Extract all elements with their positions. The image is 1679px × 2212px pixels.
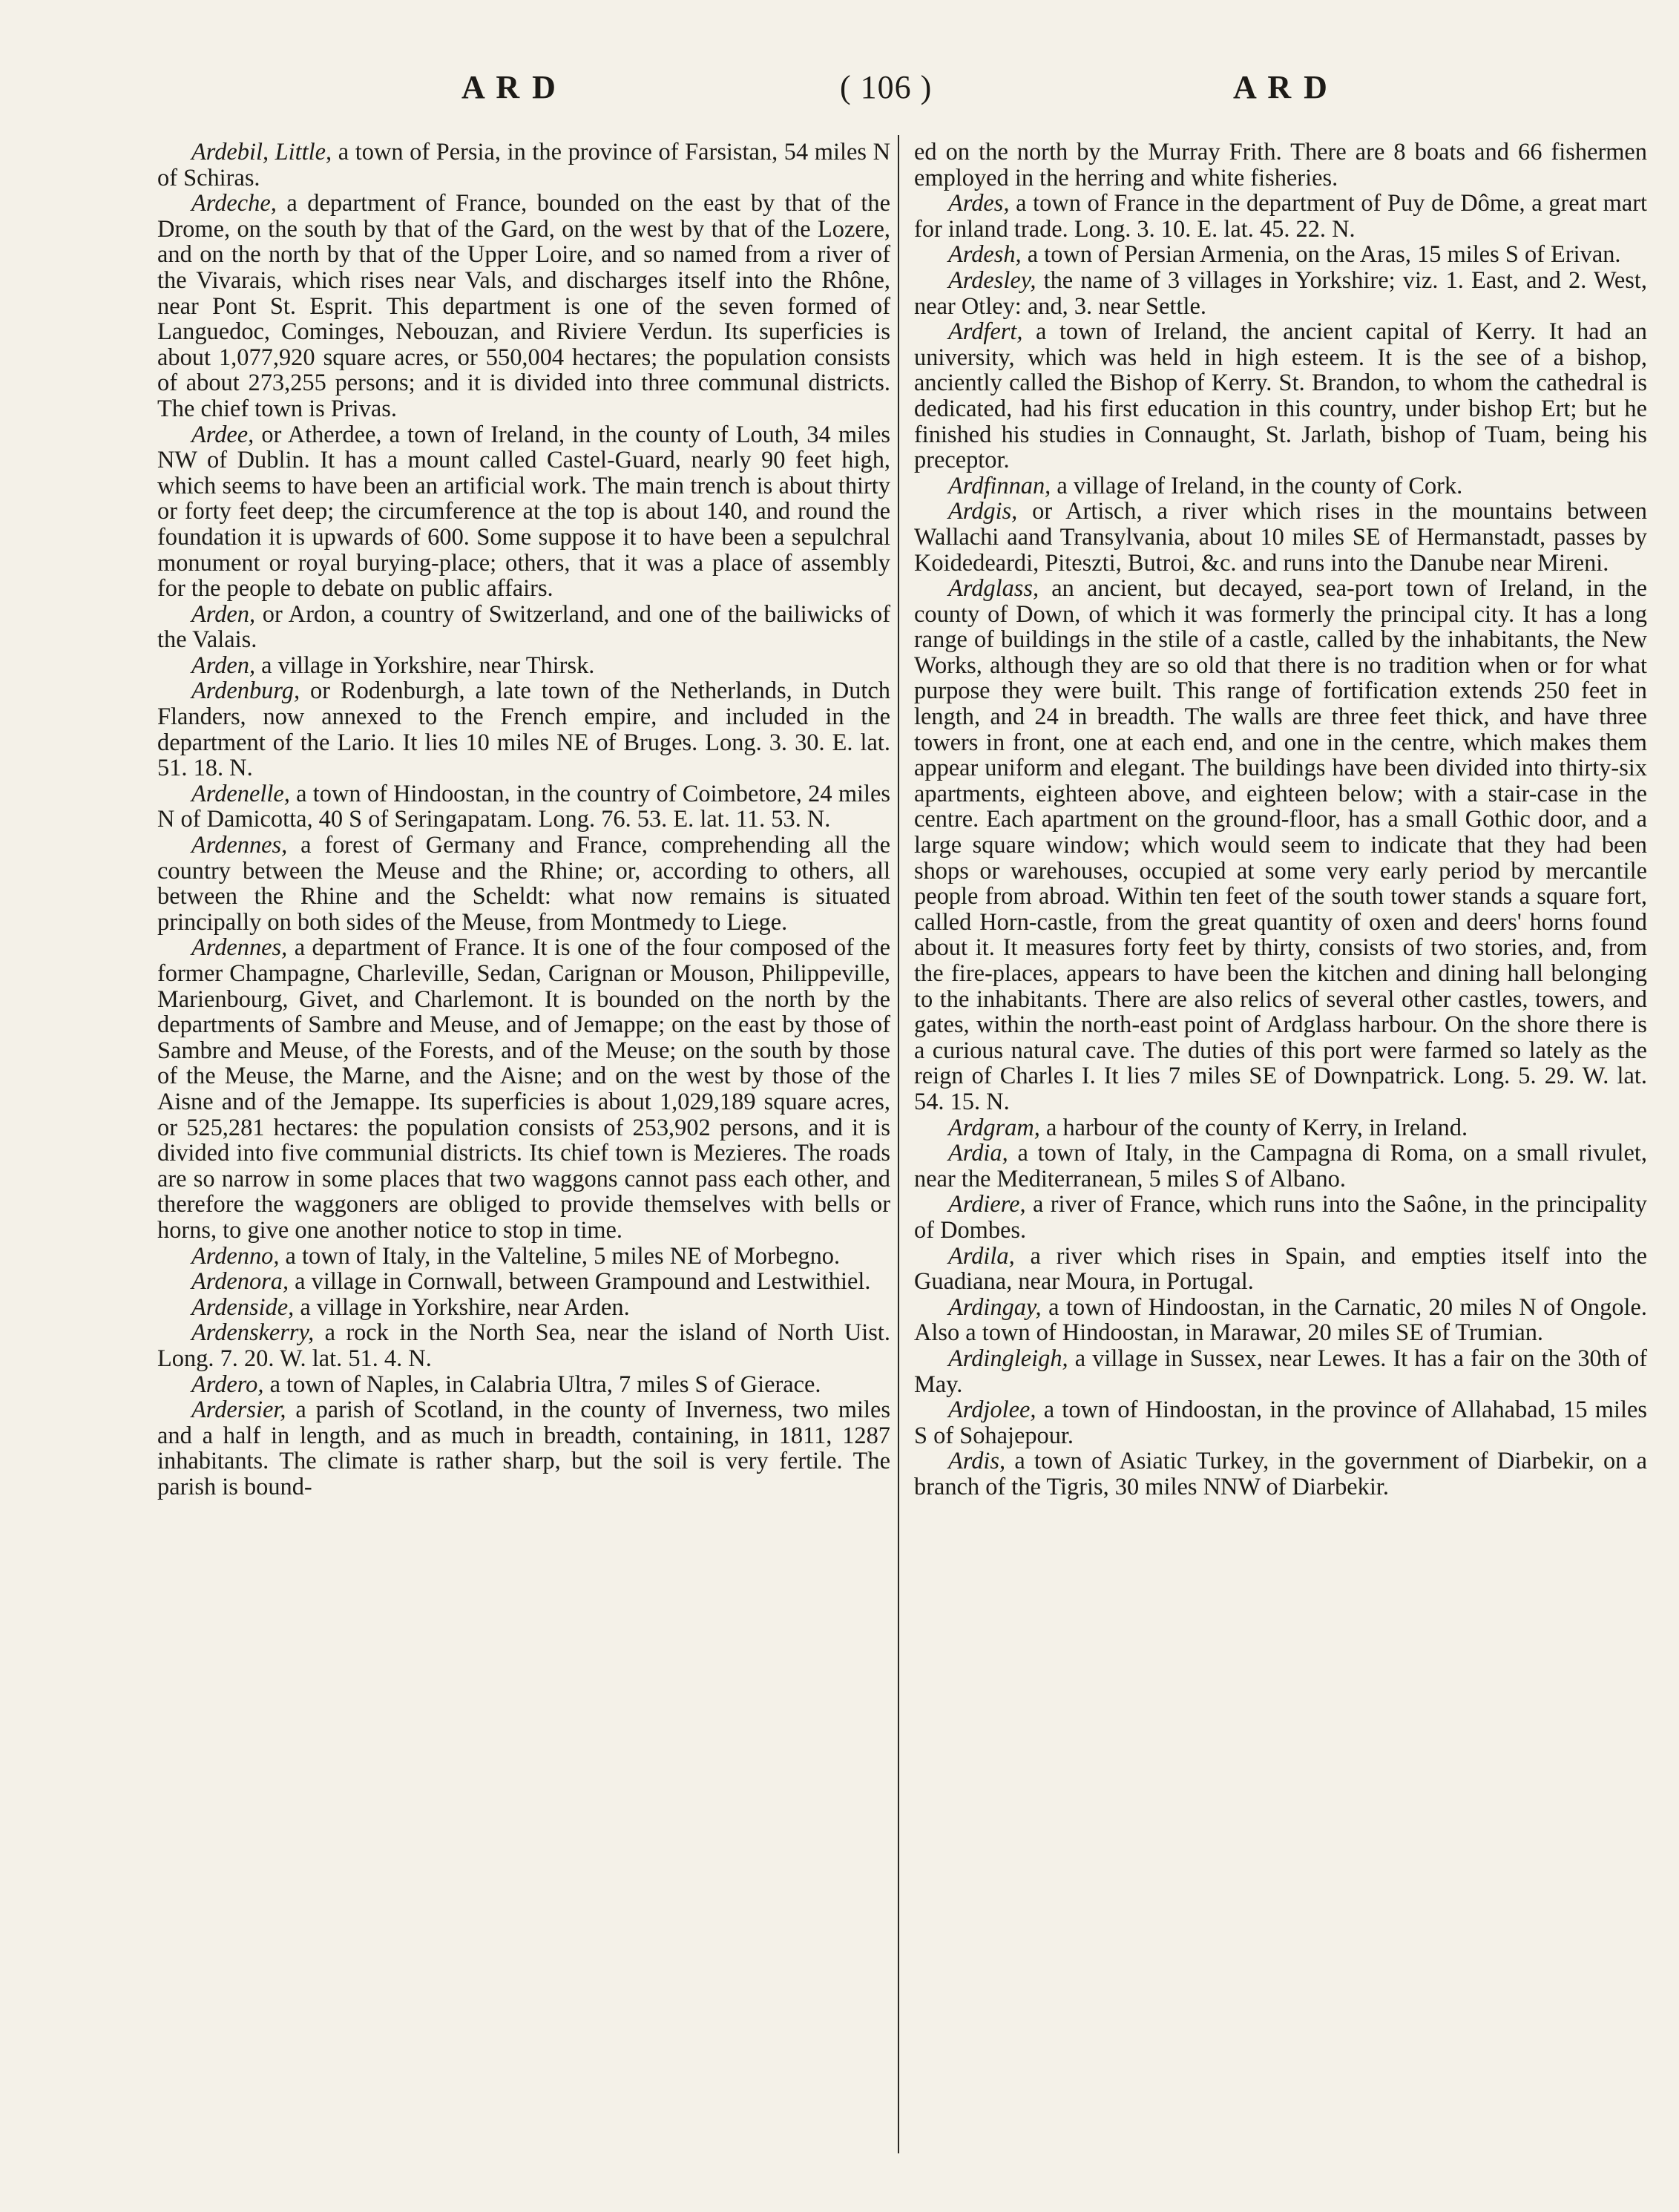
entry-headword: Ardenno, (191, 1242, 280, 1270)
gazetteer-entry (914, 140, 1647, 191)
gazetteer-entry (157, 1320, 890, 1371)
gazetteer-entry (157, 1397, 890, 1500)
entry-text: or Rodenburgh, a late town of the Netherlands, in Dutch Flanders, now annexed to the French empire, and included in the department of the Lario. It lies 10 miles NE of Bruges. Long. 3. 30. E. lat. 51. 18. N. (157, 677, 890, 782)
entry-headword: Ardeche, (191, 190, 277, 217)
gazetteer-entry (157, 1372, 890, 1398)
entry-headword: Ardenelle, (191, 780, 290, 807)
gazetteer-entry (157, 833, 890, 935)
gazetteer-entry (914, 242, 1647, 268)
gazetteer-entry (157, 140, 890, 191)
entry-headword: Ardes, (948, 190, 1010, 217)
gazetteer-entry (157, 653, 890, 679)
entry-text: a river of France, which runs into the Saône, in the principality of Dombes. (914, 1191, 1647, 1244)
gazetteer-entry (157, 1244, 890, 1270)
gazetteer-entry (914, 1192, 1647, 1243)
entry-text: a department of France, bounded on the east by that of the Drome, on the south by that of the Gard, on the west by that of the Lozere, and on the north by that of the Upper Loire, and so named from a river of the Vivarais, which rises near Vals, and discharges itself into the Rhône, near Pont St. Esprit. This department is one of the seven formed of Languedoc, Cominges, Nebouzan, and Riviere Verdun. Its superficies is about 1,077,920 square acres, or 550,004 hectares; the population consists of about 273,255 persons; and it is divided into three communal districts. The chief town is Privas. (157, 190, 890, 422)
gazetteer-entry (914, 1346, 1647, 1397)
header-right: A R D (1233, 69, 1330, 105)
entry-text: the name of 3 villages in Yorkshire; viz. 1. East, and 2. West, near Otley: and, 3. near Settle. (914, 266, 1647, 320)
entry-headword: Ardfinnan, (948, 472, 1051, 499)
entry-headword: Ardingleigh, (948, 1345, 1068, 1372)
entry-headword: Ardfert, (948, 318, 1023, 346)
entry-text: or Artisch, a river which rises in the mountains between Wallachi aand Transylvania, about 10 miles SE of Hermanstadt, passes by Koidedeardi, Piteszti, Butroi, &c. and runs into the Danube near Mireni. (914, 498, 1647, 577)
entry-headword: Ardesh, (948, 241, 1022, 269)
entry-headword: Ardenside, (191, 1293, 295, 1321)
entry-headword: Arden, (191, 652, 256, 679)
entry-headword: Ardglass, (948, 575, 1039, 603)
running-header (157, 68, 1537, 113)
gazetteer-entry (914, 1295, 1647, 1346)
entry-headword: Arden, (191, 600, 256, 628)
entry-headword: Ardia, (948, 1140, 1008, 1167)
gazetteer-entry (914, 499, 1647, 576)
entry-text: a town of France in the department of Puy de Dôme, a great mart for inland trade. Long. 3. 10. E. lat. 45. 22. N. (914, 190, 1647, 243)
entry-text: a town of Asiatic Turkey, in the government of Diarbekir, on a branch of the Tigris, 30 miles NNW of Diarbekir. (914, 1448, 1647, 1500)
gazetteer-entry (914, 1244, 1647, 1295)
gazetteer-entry (914, 191, 1647, 242)
entry-text: a town of Persian Armenia, on the Aras, 15 miles S of Erivan. (1021, 241, 1621, 269)
entry-headword: Ardero, (191, 1371, 264, 1398)
entry-headword: Ardersier, (191, 1397, 286, 1424)
entry-headword: Ardenburg, (191, 677, 300, 705)
gazetteer-entry (914, 576, 1647, 1115)
entry-headword: Ardennes, (191, 934, 288, 962)
entry-headword: Ardgram, (948, 1114, 1040, 1141)
entry-text: a town of Ireland, the ancient capital of Kerry. It had an university, which was held in high esteem. It is the see of a bishop, anciently called the Bishop of Kerry. St. Brandon, to whom the cathedral is dedicated, had his first education in this country, under bishop Ert; but he finished his studies in Connaught, St. Jarlath, bishop of Tuam, being his preceptor. (914, 318, 1647, 474)
gazetteer-entry (914, 1448, 1647, 1500)
column-divider (898, 135, 899, 2153)
entry-text: a village in Cornwall, between Grampound and Lestwithiel. (289, 1268, 871, 1296)
gazetteer-entry (157, 678, 890, 781)
gazetteer-entry (157, 781, 890, 833)
entry-text: or Ardon, a country of Switzerland, and one of the bailiwicks of the Valais. (157, 600, 890, 654)
gazetteer-entry (914, 1141, 1647, 1192)
entry-text: a village in Yorkshire, near Thirsk. (255, 652, 595, 679)
entry-text: a town of Persia, in the province of Farsistan, 54 miles N of Schiras. (157, 139, 890, 191)
entry-text: ed on the north by the Murray Frith. There are 8 boats and 66 fishermen employed in the herring and white fisheries. (914, 139, 1647, 191)
entry-text: a village of Ireland, in the county of Cork. (1051, 472, 1463, 499)
gazetteer-entry (914, 268, 1647, 319)
entry-headword: Ardebil, Little, (191, 139, 332, 165)
entry-text: a town of Naples, in Calabria Ultra, 7 miles S of Gierace. (263, 1371, 821, 1398)
entry-text: a village in Sussex, near Lewes. It has a fair on the 30th of May. (914, 1345, 1647, 1398)
entry-text: a town of Hindoostan, in the Carnatic, 20 miles N of Ongole. Also a town of Hindoostan, in Marawar, 20 miles SE of Trumian. (914, 1293, 1647, 1347)
entry-text: a rock in the North Sea, near the island of North Uist. Long. 7. 20. W. lat. 51. 4. N. (157, 1319, 890, 1372)
entry-text: a town of Italy, in the Valteline, 5 miles NE of Morbegno. (279, 1242, 841, 1270)
gazetteer-entry (157, 1295, 890, 1321)
entry-text: a town of Italy, in the Campagna di Roma, on a small rivulet, near the Mediterranean, 5 miles S of Albano. (914, 1140, 1647, 1192)
left-column (157, 140, 890, 1500)
entry-headword: Ardila, (948, 1242, 1015, 1270)
entry-text: a town of Hindoostan, in the province of Allahabad, 15 miles S of Sohajepour. (914, 1397, 1647, 1449)
gazetteer-entry (157, 935, 890, 1243)
gazetteer-entry (157, 1269, 890, 1295)
entry-text: a department of France. It is one of the four composed of the former Champagne, Charleville, Sedan, Carignan or Mouson, Philippeville, Marienbourg, Givet, and Charlemont. It is bounded on the north by the departments of Sambre and Meuse, and of Jemappe; on the east by those of Sambre and Meuse, of the Forests, and of the Meuse; on the south by those of the Meuse, the Marne, and the Aisne; and on the west by those of the Aisne and of the Jemappe. Its superficies is about 1,029,189 square acres, or 525,281 hectares: the population consists of 253,902 persons, and it is divided into five communial districts. Its chief town is Mezieres. The roads are so narrow in some places that two waggons cannot pass each other, and therefore the waggoners are obliged to provide themselves with bells or horns, to give one another notice to stop in time. (157, 934, 890, 1244)
gazetteer-entry (914, 319, 1647, 473)
entry-text: a village in Yorkshire, near Arden. (294, 1293, 630, 1321)
entry-headword: Ardis, (948, 1448, 1006, 1475)
entry-text: an ancient, but decayed, sea-port town of Ireland, in the county of Down, of which it was formerly the principal city. It has a long range of buildings in the stile of a castle, called by the inhabitants, the New Works, although they are so old that there is no tradition when or for what purpose they were built. This range of fortification extends 250 feet in length, and 24 in breadth. The walls are three feet thick, and have three towers in front, one at each end, and one in the centre, which makes them appear uniform and elegant. The buildings have been divided into thirty-six apartments, eighteen above, and eighteen below; with a stair-case in the centre. Each apartment on the ground-floor, has a small Gothic door, and a large square window; which would seem to indicate that they had been shops or warehouses, occupied at some very early period by mercantile people from abroad. Within ten feet of the south tower stands a square fort, called Horn-castle, from the great quantity of oxen and deers' horns found about it. It measures forty feet by thirty, consists of two stories, and, from the fire-places, appears to have been the kitchen and dining hall belonging to the inhabitants. There are also relics of several other castles, towers, and gates, within the north-east point of Ardglass harbour. On the shore there is a curious natural cave. The duties of this port were farmed so lately as the reign of Charles I. It lies 7 miles SE of Downpatrick. Long. 5. 29. W. lat. 54. 15. N. (914, 575, 1647, 1115)
entry-headword: Ardesley, (948, 266, 1036, 294)
entry-headword: Ardennes, (191, 832, 288, 859)
gazetteer-entry (157, 191, 890, 421)
header-left: A R D (461, 69, 558, 105)
entry-headword: Ardenora, (191, 1268, 289, 1296)
entry-text: a parish of Scotland, in the county of Inverness, two miles and a half in length, and as much in breadth, containing, in 1811, 1287 inhabitants. The climate is rather sharp, but the soil is very fertile. The parish is bound- (157, 1397, 890, 1500)
gazetteer-entry (914, 1397, 1647, 1448)
entry-text: a town of Hindoostan, in the country of Coimbetore, 24 miles N of Damicotta, 40 S of Seringapatam. Long. 76. 53. E. lat. 11. 53. N. (157, 780, 890, 833)
gazetteer-entry (914, 1115, 1647, 1141)
entry-headword: Ardee, (191, 421, 254, 448)
entry-headword: Ardiere, (948, 1191, 1026, 1218)
entry-headword: Ardenskerry, (191, 1319, 315, 1347)
gazetteer-entry (157, 422, 890, 602)
entry-text: a forest of Germany and France, comprehending all the country between the Meuse and the Rhine; or, according to others, all between the Rhine and the Scheldt: what now remains is situated principally on both sides of the Meuse, from Montmedy to Liege. (157, 832, 890, 936)
page-number: ( 106 ) (840, 69, 933, 105)
entry-headword: Ardgis, (948, 498, 1018, 525)
gazetteer-entry (914, 473, 1647, 499)
right-column (914, 140, 1647, 1500)
entry-text: or Atherdee, a town of Ireland, in the county of Louth, 34 miles NW of Dublin. It has a mount called Castel-Guard, nearly 90 feet high, which seems to have been an artificial work. The main trench is about thirty or forty feet deep; the circumference at the top is about 140, and round the foundation it is upwards of 600. Some suppose it to have been a sepulchral monument or royal burying-place; others, that it was a place of assembly for the people to debate on public affairs. (157, 421, 890, 603)
entry-text: a river which rises in Spain, and empties itself into the Guadiana, near Moura, in Portugal. (914, 1242, 1647, 1296)
entry-headword: Ardingay, (948, 1293, 1042, 1321)
entry-headword: Ardjolee, (948, 1397, 1036, 1424)
entry-text: a harbour of the county of Kerry, in Ireland. (1039, 1114, 1468, 1141)
gazetteer-entry (157, 602, 890, 653)
